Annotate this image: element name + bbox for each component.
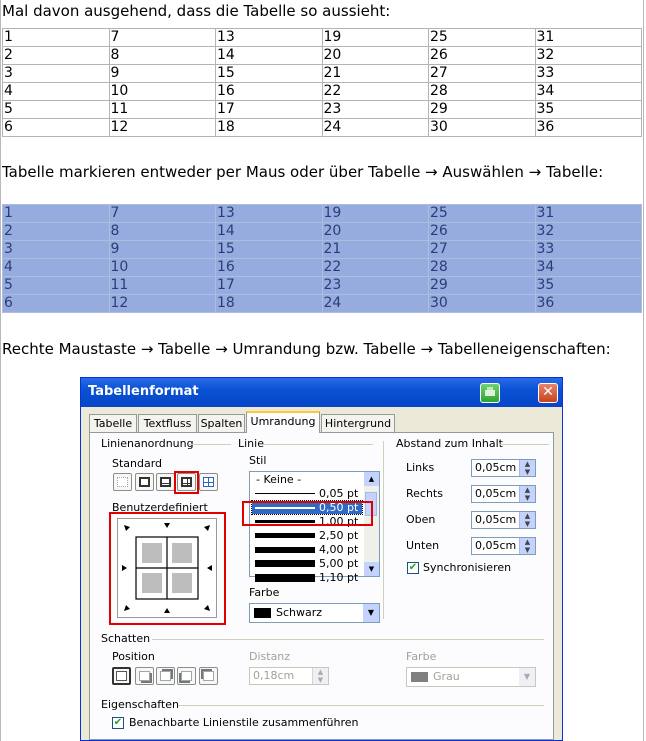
shadow-distance-label: Distanz — [249, 650, 291, 663]
table-row — [3, 83, 642, 101]
line-style-option[interactable] — [252, 487, 362, 500]
table-cell[interactable]: 29 — [429, 277, 536, 295]
table-cell[interactable]: 29 — [429, 101, 536, 119]
shadow-bottom-left-button[interactable] — [177, 667, 196, 685]
line-style-option[interactable] — [252, 571, 362, 584]
chevron-down-icon: ▼ — [363, 604, 379, 622]
table-row — [3, 65, 642, 83]
table-cell[interactable]: 21 — [322, 241, 429, 259]
table-cell[interactable]: 18 — [216, 119, 323, 137]
table-row — [3, 205, 642, 223]
shadow-heading: Schatten — [101, 632, 151, 645]
table-cell[interactable]: 20 — [322, 223, 429, 241]
table-cell[interactable]: 9 — [109, 241, 216, 259]
table-cell[interactable]: 2 — [3, 223, 110, 241]
tab-umrandung[interactable]: Umrandung — [246, 411, 320, 433]
table-cell[interactable]: 24 — [322, 119, 429, 137]
table-cell[interactable]: 17 — [216, 101, 323, 119]
shadow-color-value: Grau — [433, 670, 460, 683]
table-cell[interactable]: 25 — [429, 205, 536, 223]
table-cell[interactable]: 10 — [109, 259, 216, 277]
spacing-rechts-field[interactable] — [471, 485, 536, 503]
table-cell[interactable]: 24 — [322, 295, 429, 313]
table-row — [3, 295, 642, 313]
table-cell[interactable]: 18 — [216, 295, 323, 313]
line-style-label: 5,00 pt — [319, 557, 359, 570]
table-cell[interactable]: 2 — [3, 47, 110, 65]
table-cell[interactable]: 7 — [109, 205, 216, 223]
table-format-dialog — [80, 377, 563, 741]
table-cell[interactable]: 31 — [535, 29, 642, 47]
table-row — [3, 119, 642, 137]
table-row — [3, 223, 642, 241]
table-cell[interactable]: 9 — [109, 65, 216, 83]
table-cell[interactable]: 36 — [535, 119, 642, 137]
line-style-label: 1,00 pt — [319, 515, 359, 528]
table-cell[interactable]: 4 — [3, 259, 110, 277]
table-cell[interactable]: 1 — [3, 29, 110, 47]
table-cell[interactable]: 36 — [535, 295, 642, 313]
border-outer-horizontal-button[interactable] — [156, 473, 175, 491]
sync-checkbox[interactable]: ✔ — [408, 562, 418, 573]
tab-textfluss[interactable]: Textfluss — [138, 414, 197, 432]
shadow-position-label: Position — [112, 650, 155, 663]
standard-label: Standard — [112, 457, 163, 470]
table-cell[interactable]: 30 — [429, 119, 536, 137]
table-cell[interactable]: 13 — [216, 29, 323, 47]
border-inner-only-button[interactable] — [199, 473, 218, 491]
table-cell[interactable]: 10 — [109, 83, 216, 101]
spacing-oben-field[interactable] — [471, 511, 536, 529]
line-style-label: 2,50 pt — [319, 529, 359, 542]
shadow-top-left-button[interactable] — [199, 667, 218, 685]
table-cell[interactable]: 12 — [109, 119, 216, 137]
spinner-icon[interactable]: ▲ ▼ — [519, 486, 535, 502]
properties-heading: Eigenschaften — [101, 698, 179, 711]
style-label: Stil — [249, 454, 267, 467]
table-cell[interactable]: 7 — [109, 29, 216, 47]
border-outer-button[interactable] — [135, 473, 154, 491]
table-cell[interactable]: 28 — [429, 83, 536, 101]
shadow-distance-field: 0,18cm ▲ ▼ — [249, 667, 329, 685]
heading-table-intro: Mal davon ausgehend, dass die Tabelle so aussieht: — [2, 2, 391, 20]
table-cell[interactable]: 1 — [3, 205, 110, 223]
table-cell[interactable]: 15 — [216, 65, 323, 83]
spacing-value: 0,05cm — [475, 513, 517, 526]
spacing-label: Unten — [406, 539, 440, 552]
table-row — [3, 29, 642, 47]
tab-hintergrund[interactable]: Hintergrund — [321, 414, 395, 432]
table-cell[interactable]: 8 — [109, 47, 216, 65]
line-style-label: 0,05 pt — [319, 487, 359, 500]
page-right-edge — [643, 0, 644, 741]
table-cell[interactable]: 27 — [429, 65, 536, 83]
table-cell[interactable]: 33 — [535, 65, 642, 83]
table-cell[interactable]: 8 — [109, 223, 216, 241]
spacing-label: Rechts — [406, 487, 443, 500]
spacing-unten-field[interactable] — [471, 537, 536, 555]
spinner-icon[interactable]: ▲ ▼ — [519, 538, 535, 554]
table-cell[interactable]: 34 — [535, 83, 642, 101]
tab-spalten[interactable]: Spalten — [198, 414, 245, 432]
highlight-line-style — [242, 501, 373, 526]
line-style-sample — [255, 574, 315, 582]
table-cell[interactable]: 5 — [3, 277, 110, 295]
spacing-label: Links — [406, 461, 435, 474]
line-style-label: 1,10 pt — [319, 571, 359, 584]
page-left-edge — [0, 0, 1, 741]
line-style-option[interactable] — [252, 557, 362, 570]
table-row — [3, 101, 642, 119]
line-arrangement-heading: Linienanordnung — [101, 437, 194, 450]
table-cell[interactable]: 19 — [322, 205, 429, 223]
table-cell[interactable]: 19 — [322, 29, 429, 47]
line-color-select[interactable] — [249, 603, 380, 623]
table-cell[interactable]: 11 — [109, 277, 216, 295]
table-cell[interactable]: 26 — [429, 47, 536, 65]
table-cell[interactable]: 16 — [216, 259, 323, 277]
table-cell[interactable]: 22 — [322, 259, 429, 277]
line-heading: Linie — [238, 437, 264, 450]
table-cell[interactable]: 17 — [216, 277, 323, 295]
line-style-option[interactable] — [252, 543, 362, 556]
table-cell[interactable]: 11 — [109, 101, 216, 119]
line-style-option[interactable] — [252, 529, 362, 542]
table-cell[interactable]: 32 — [535, 223, 642, 241]
example-table[interactable] — [2, 28, 642, 137]
shadow-distance-value: 0,18cm — [253, 669, 295, 682]
shadow-color-select — [406, 667, 536, 687]
scroll-down-icon[interactable]: ▼ — [364, 562, 379, 576]
spacing-value: 0,05cm — [475, 461, 517, 474]
table-cell[interactable]: 16 — [216, 83, 323, 101]
spacing-heading: Abstand zum Inhalt — [396, 437, 503, 450]
table-cell[interactable]: 14 — [216, 47, 323, 65]
spacing-links-field[interactable] — [471, 459, 536, 477]
spacing-value: 0,05cm — [475, 487, 517, 500]
shadow-top-right-button[interactable] — [156, 667, 175, 685]
table-cell[interactable]: 6 — [3, 119, 110, 137]
spacing-value: 0,05cm — [475, 539, 517, 552]
table-cell[interactable]: 13 — [216, 205, 323, 223]
border-panel — [89, 432, 554, 740]
dialog-title: Tabellenformat — [88, 384, 199, 399]
table-cell[interactable]: 3 — [3, 241, 110, 259]
line-style-sample — [255, 493, 315, 494]
close-button[interactable]: ✕ — [538, 383, 558, 403]
selected-table[interactable] — [2, 204, 642, 313]
table-cell[interactable]: 23 — [322, 277, 429, 295]
dialog-titlebar[interactable] — [81, 378, 562, 407]
line-style-none[interactable] — [252, 473, 362, 486]
shadow-color-label: Farbe — [406, 650, 437, 663]
spinner-icon[interactable]: ▲ ▼ — [519, 512, 535, 528]
table-cell[interactable]: 3 — [3, 65, 110, 83]
table-row — [3, 47, 642, 65]
table-cell[interactable]: 15 — [216, 241, 323, 259]
line-style-label: 4,00 pt — [319, 543, 359, 556]
table-cell[interactable]: 12 — [109, 295, 216, 313]
line-style-sample — [255, 547, 315, 553]
table-cell[interactable]: 34 — [535, 259, 642, 277]
table-cell[interactable]: 30 — [429, 295, 536, 313]
table-cell[interactable]: 22 — [322, 83, 429, 101]
table-cell[interactable]: 5 — [3, 101, 110, 119]
table-cell[interactable]: 6 — [3, 295, 110, 313]
shadow-none-button[interactable] — [112, 667, 131, 685]
line-color-value: Schwarz — [276, 606, 323, 619]
table-cell[interactable]: 28 — [429, 259, 536, 277]
table-cell[interactable]: 26 — [429, 223, 536, 241]
table-row — [3, 277, 642, 295]
scroll-up-icon[interactable]: ▲ — [364, 472, 379, 486]
chevron-down-icon: ▼ — [519, 668, 535, 686]
spacing-label: Oben — [406, 513, 436, 526]
shadow-color-swatch — [411, 672, 428, 682]
table-cell[interactable]: 35 — [535, 101, 642, 119]
custom-label: Benutzerdefiniert — [112, 501, 208, 514]
table-cell[interactable]: 32 — [535, 47, 642, 65]
line-style-label: 0,50 pt — [319, 501, 359, 514]
heading-border-dialog: Rechte Maustaste → Tabelle → Umrandung bzw. Tabelle → Tabelleneigenschaften: — [2, 340, 611, 358]
table-cell[interactable]: 25 — [429, 29, 536, 47]
spinner-icon[interactable]: ▲ ▼ — [519, 460, 535, 476]
table-cell[interactable]: 35 — [535, 277, 642, 295]
table-cell[interactable]: 33 — [535, 241, 642, 259]
line-style-sample — [255, 533, 315, 538]
line-color-swatch — [254, 608, 271, 618]
highlight-custom-preview — [109, 512, 226, 625]
sync-label: Synchronisieren — [423, 561, 512, 574]
line-style-label: - Keine - — [256, 473, 302, 486]
table-cell[interactable]: 31 — [535, 205, 642, 223]
tab-tabelle[interactable]: Tabelle — [89, 414, 137, 432]
table-row — [3, 259, 642, 277]
merge-styles-label: Benachbarte Linienstile zusammenführen — [129, 716, 359, 729]
table-row — [3, 241, 642, 259]
table-cell[interactable]: 21 — [322, 65, 429, 83]
table-cell[interactable]: 4 — [3, 83, 110, 101]
merge-styles-checkbox[interactable]: ✔ — [113, 717, 123, 728]
table-cell[interactable]: 20 — [322, 47, 429, 65]
shadow-bottom-right-button[interactable] — [135, 667, 154, 685]
table-cell[interactable]: 14 — [216, 223, 323, 241]
line-style-sample — [255, 560, 315, 567]
highlight-standard-preset — [174, 471, 199, 494]
table-cell[interactable]: 23 — [322, 101, 429, 119]
border-none-button[interactable] — [113, 473, 132, 491]
help-icon[interactable] — [480, 383, 500, 403]
heading-select-table: Tabelle markieren entweder per Maus oder über Tabelle → Auswählen → Tabelle: — [2, 163, 604, 181]
table-cell[interactable]: 27 — [429, 241, 536, 259]
line-color-label: Farbe — [249, 586, 280, 599]
